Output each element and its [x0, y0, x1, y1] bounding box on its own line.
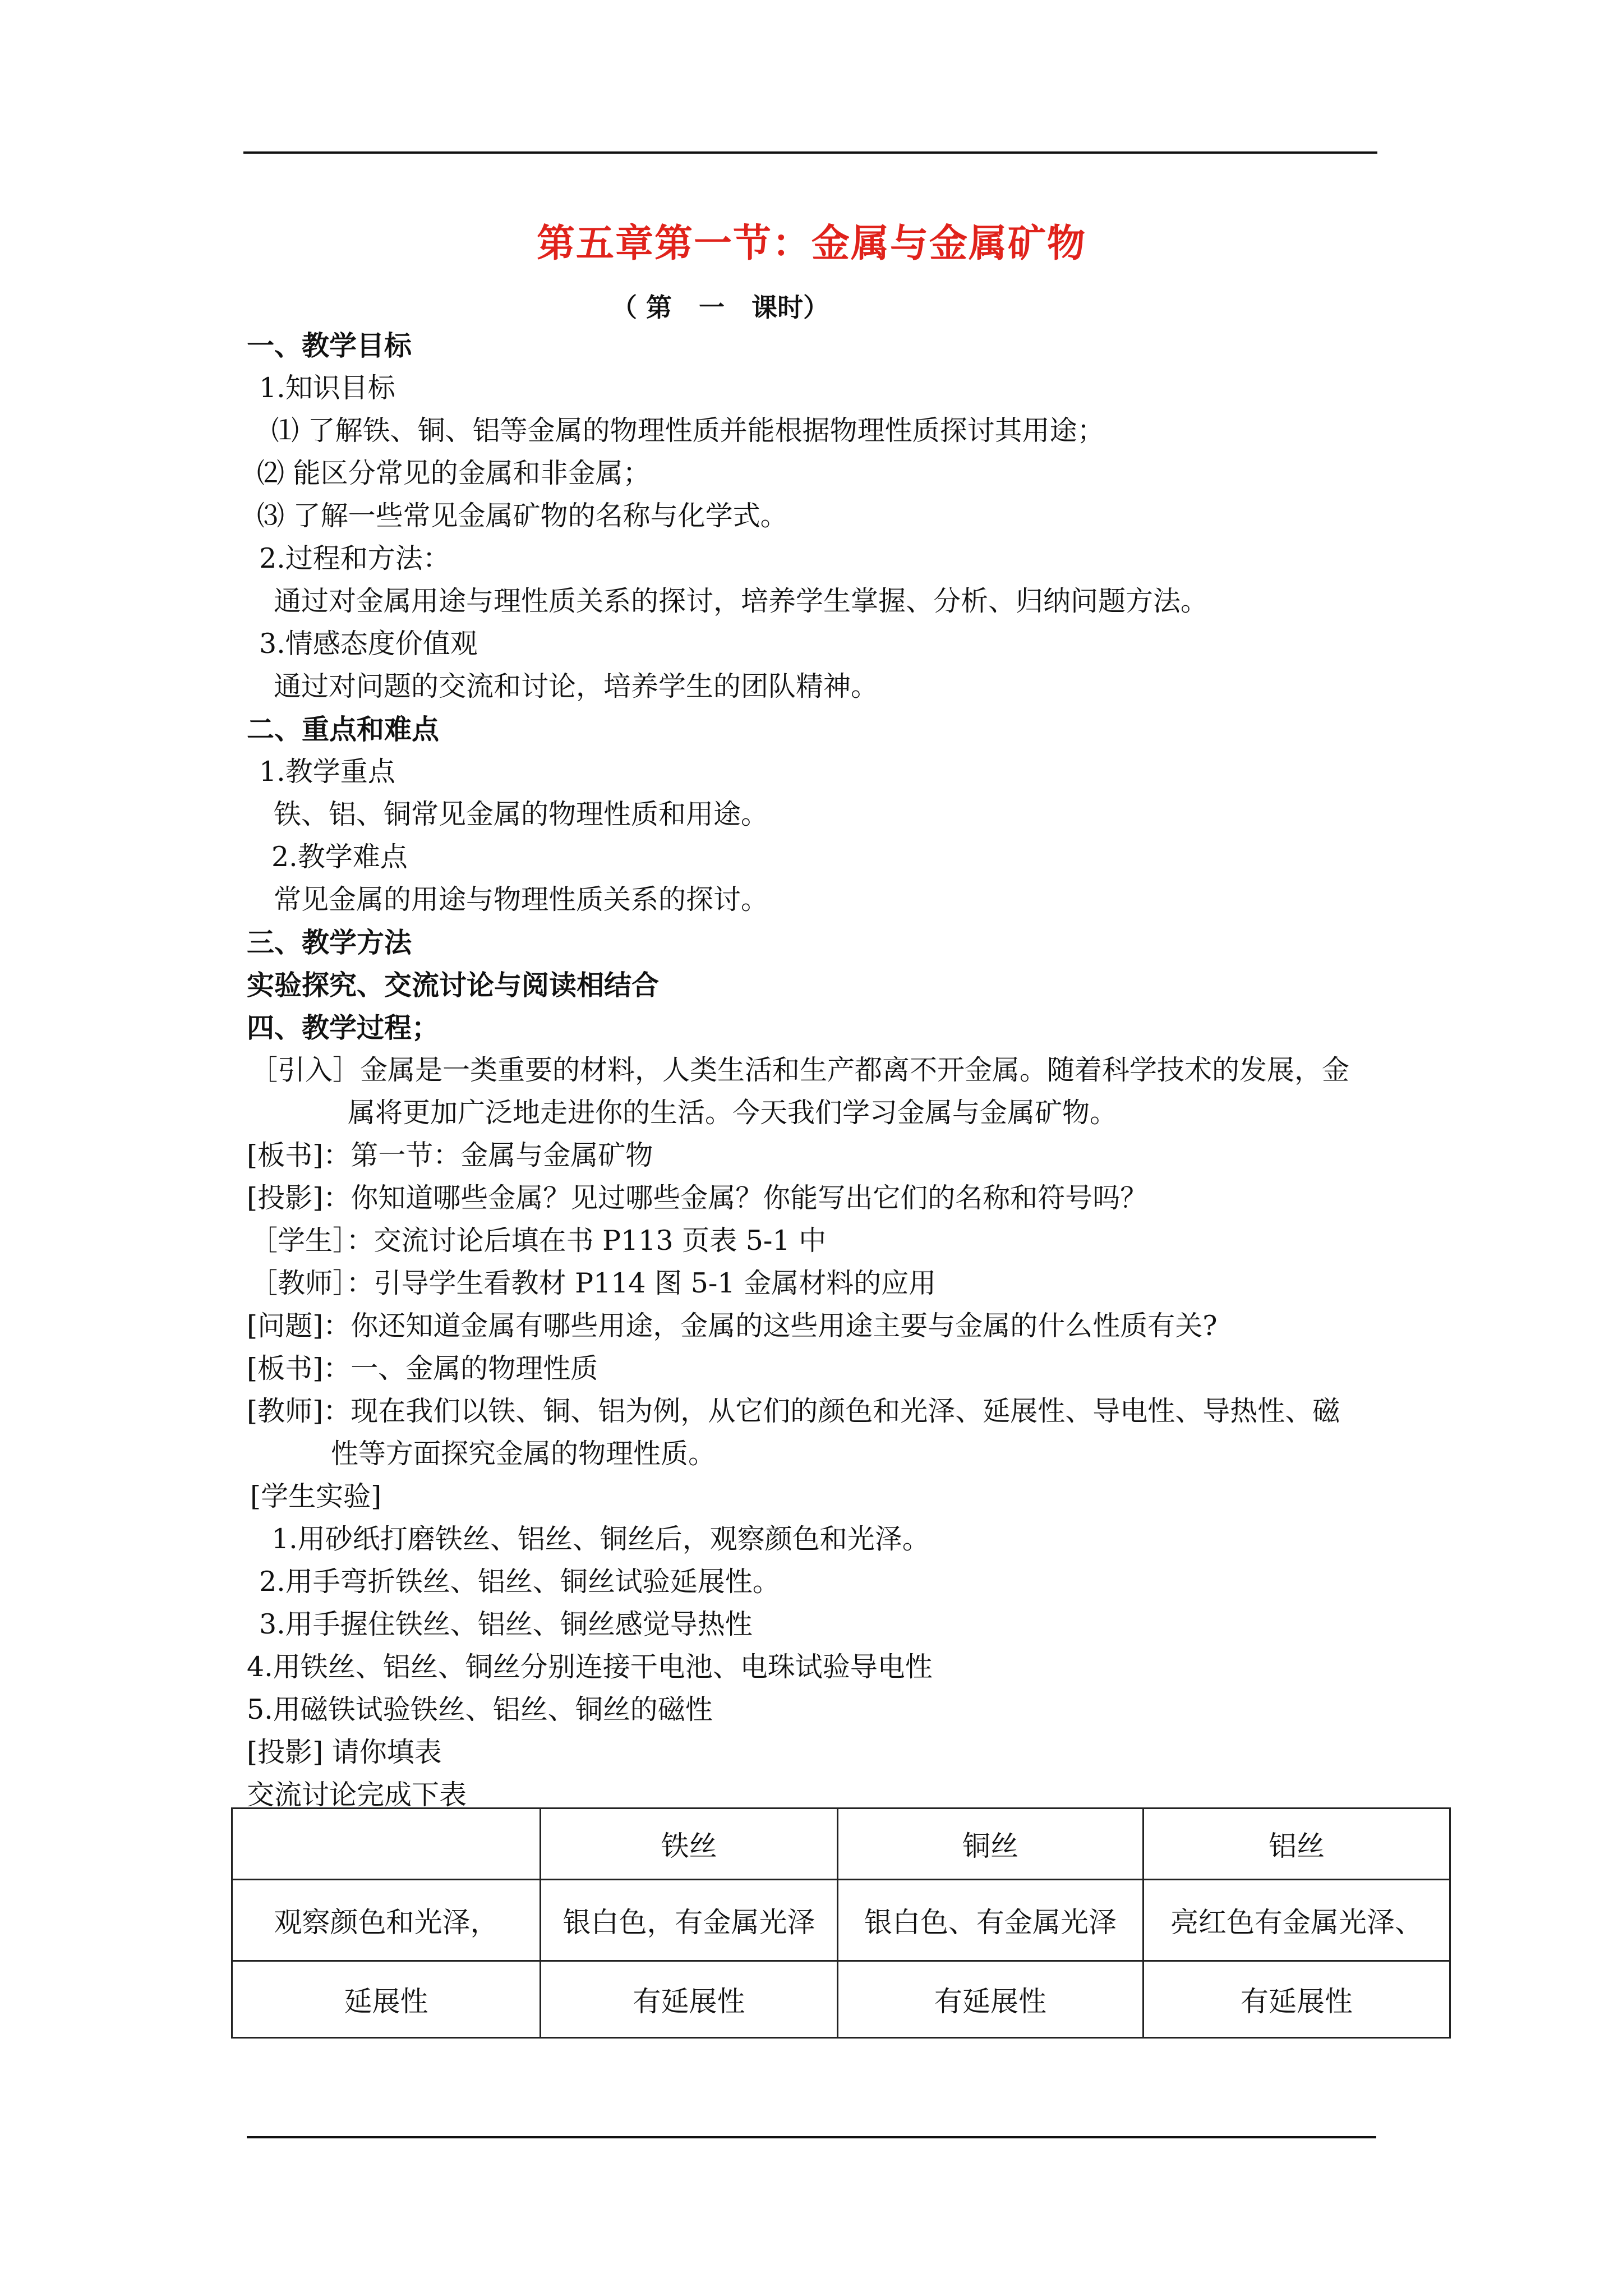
experiment-step: 3.用手握住铁丝、铝丝、铜丝感觉导热性: [259, 1608, 753, 1640]
paragraph: ［学生］：交流讨论后填在书 P113 页表 5-1 中: [250, 1225, 827, 1257]
table-cell: 观察颜色和光泽，: [232, 1880, 541, 1961]
table-cell: 有延展性: [1144, 1961, 1450, 2038]
section-heading-key-points: 二、重点和难点: [247, 713, 440, 746]
subheading-difficulty: 2.教学难点: [271, 841, 408, 873]
section-heading-objectives: 一、教学目标: [247, 329, 412, 362]
table-cell: 有延展性: [838, 1961, 1144, 2038]
subheading-key-point: 1.教学重点: [259, 756, 395, 788]
lesson-period: （ 第 一 课时）: [611, 292, 829, 323]
list-item: ⑴ 了解铁、铜、铝等金属的物理性质并能根据物理性质探讨其用途；: [271, 415, 1105, 447]
paragraph: 交流讨论完成下表: [247, 1779, 467, 1811]
header-rule: [243, 151, 1377, 154]
table-header-cell: 铜丝: [838, 1809, 1144, 1880]
experiment-step: 1.用砂纸打磨铁丝、铝丝、铜丝后，观察颜色和光泽。: [271, 1523, 930, 1555]
metal-properties-table: [231, 1807, 1451, 2039]
methods-statement: 实验探究、交流讨论与阅读相结合: [247, 969, 660, 1001]
paragraph: [板书]：第一节：金属与金属矿物: [247, 1139, 653, 1171]
paragraph: 通过对金属用途与理性质关系的探讨，培养学生掌握、分析、归纳问题方法。: [274, 585, 1209, 617]
paragraph: ［教师］：引导学生看教材 P114 图 5-1 金属材料的应用: [250, 1267, 937, 1299]
table-row: [232, 1961, 1450, 2038]
table-cell: 延展性: [232, 1961, 541, 2038]
table-row: [232, 1880, 1450, 1961]
table-cell: 亮红色有金属光泽、: [1144, 1880, 1450, 1961]
paragraph: [教师]：现在我们以铁、铜、铝为例，从它们的颜色和光泽、延展性、导电性、导热性、磁: [247, 1395, 1340, 1427]
table-header-cell: 铝丝: [1144, 1809, 1450, 1880]
paragraph: [学生实验]: [250, 1480, 382, 1512]
paragraph-continued: 性等方面探究金属的物理性质。: [331, 1438, 716, 1470]
paragraph: 通过对问题的交流和讨论，培养学生的团队精神。: [274, 670, 879, 702]
footer-rule: [247, 2136, 1376, 2138]
table-header-cell: [232, 1809, 541, 1880]
subheading-attitude: 3.情感态度价值观: [259, 628, 478, 660]
paragraph: 铁、铝、铜常见金属的物理性质和用途。: [274, 798, 769, 830]
table-cell: 有延展性: [541, 1961, 838, 2038]
table-header-row: [232, 1809, 1450, 1880]
paragraph: [问题]：你还知道金属有哪些用途，金属的这些用途主要与金属的什么性质有关?: [247, 1310, 1218, 1342]
section-heading-process: 四、教学过程；: [247, 1011, 440, 1044]
experiment-step: 2.用手弯折铁丝、铝丝、铜丝试验延展性。: [259, 1566, 780, 1598]
section-heading-methods: 三、教学方法: [247, 926, 412, 959]
subheading-knowledge: 1.知识目标: [259, 372, 395, 404]
paragraph: ［引入］金属是一类重要的材料，人类生活和生产都离不开金属。随着科学技术的发展，金: [250, 1054, 1350, 1086]
paragraph: 常见金属的用途与物理性质关系的探讨。: [274, 884, 769, 915]
page-title: 第五章第一节：金属与金属矿物: [536, 221, 1086, 266]
table-header-cell: 铁丝: [541, 1809, 838, 1880]
list-item: ⑵ 能区分常见的金属和非金属；: [257, 457, 651, 489]
table-cell: 银白色、有金属光泽: [838, 1880, 1144, 1961]
paragraph-continued: 属将更加广泛地走进你的生活。今天我们学习金属与金属矿物。: [348, 1097, 1118, 1129]
subheading-process: 2.过程和方法：: [259, 542, 450, 574]
paragraph: [投影] 请你填表: [247, 1736, 442, 1768]
list-item: ⑶ 了解一些常见金属矿物的名称与化学式。: [257, 500, 788, 532]
experiment-step: 4.用铁丝、铝丝、铜丝分别连接干电池、电珠试验导电性: [247, 1651, 933, 1683]
experiment-step: 5.用磁铁试验铁丝、铝丝、铜丝的磁性: [247, 1694, 713, 1726]
table-cell: 银白色，有金属光泽: [541, 1880, 838, 1961]
paragraph: [投影]：你知道哪些金属？见过哪些金属？你能写出它们的名称和符号吗？: [247, 1182, 1148, 1214]
paragraph: [板书]：一、金属的物理性质: [247, 1352, 598, 1384]
